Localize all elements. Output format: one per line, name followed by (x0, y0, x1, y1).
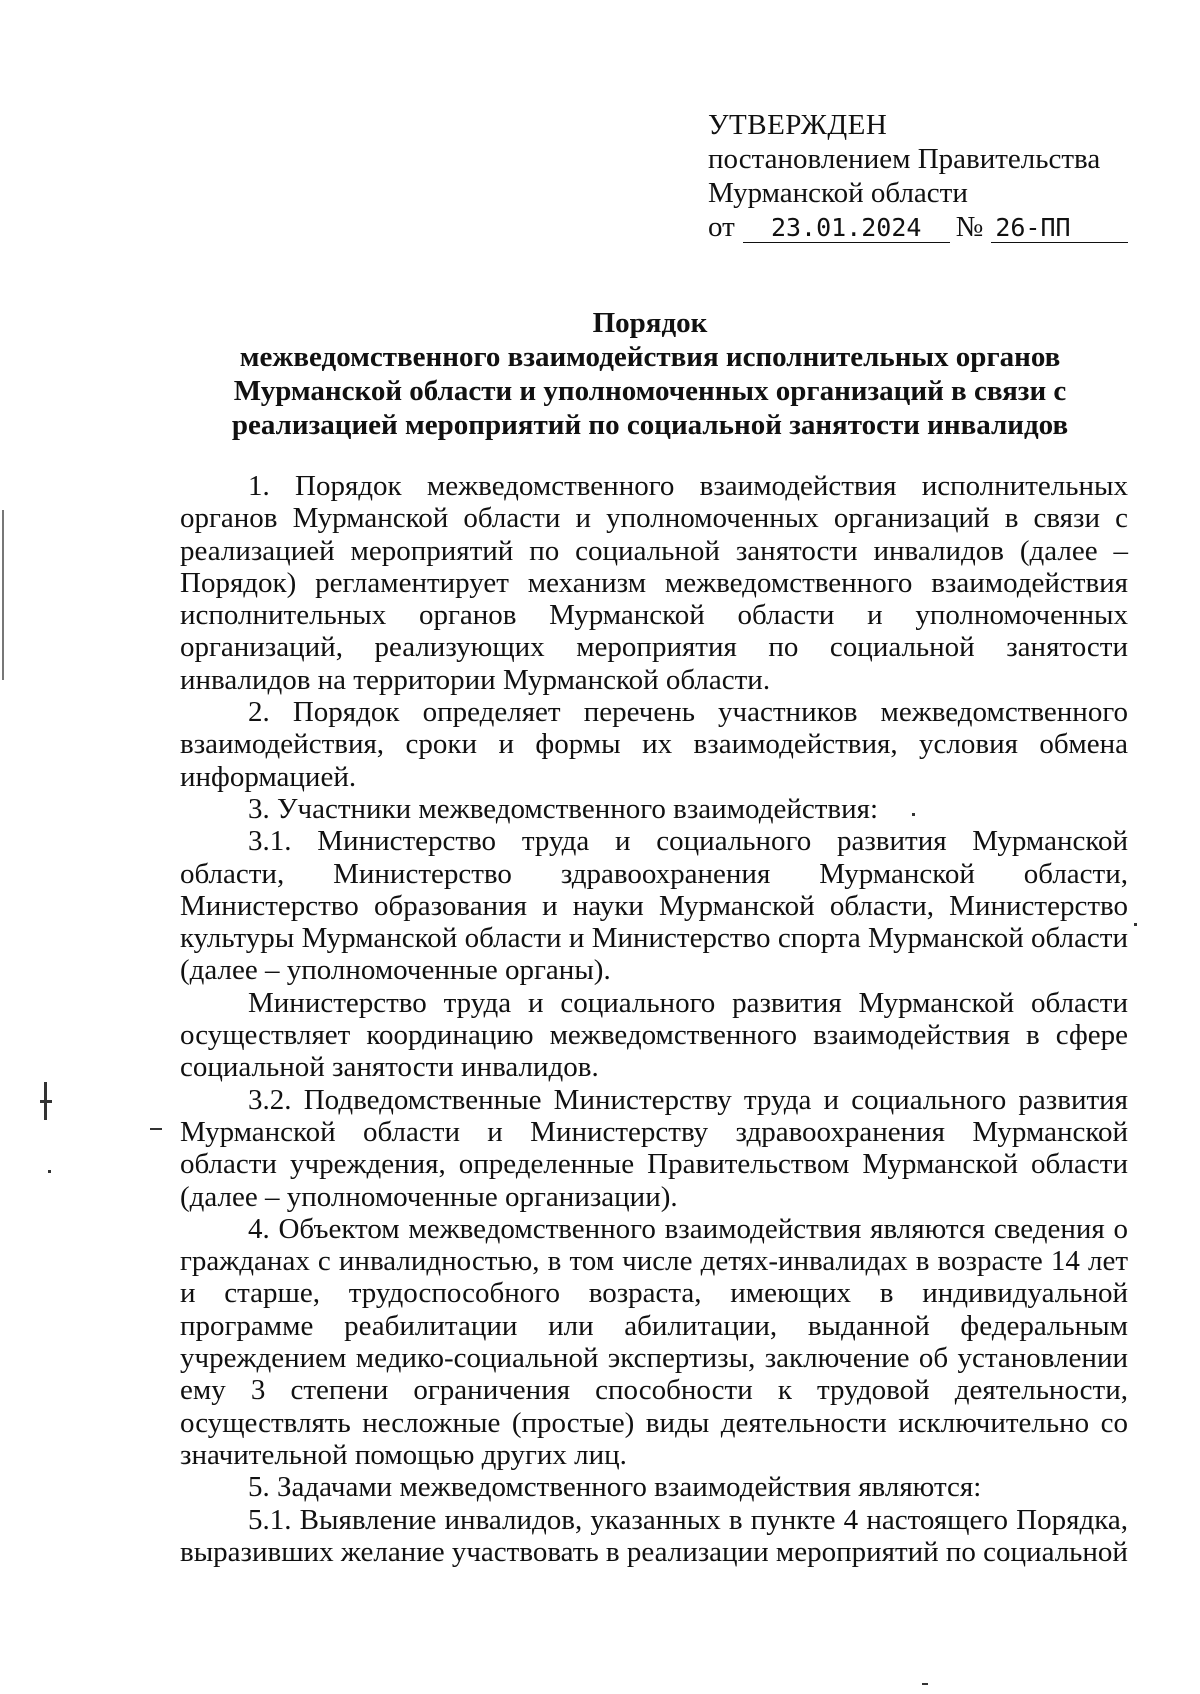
approval-line-1: постановлением Правительства (708, 143, 1101, 175)
approval-heading: УТВЕРЖДЕН (708, 109, 888, 141)
scan-speck (40, 1100, 52, 1103)
approval-date-row (708, 210, 1128, 244)
approval-number: 26-ПП (991, 214, 1128, 243)
paragraph-1: 1. Порядок межведомственного взаимодействия исполнительных органов Мурманской области и уполномоченных организаций в связи с реализацией мероприятий по социальной занятости инвалидов (далее – Порядок) регламентирует механизм межведомственного взаимодействия исполнительных органов Мурманской области и уполномоченных организаций, реализующих мероприятия по социальной занятости инвалидов на территории Мурманской области. (180, 470, 1128, 696)
paragraph-3-2: 3.2. Подведомственные Министерству труда и социального развития Мурманской области и Министерству здравоохранения Мурманской области учреждения, определенные Правительством Мурманской области (далее – уполномоченные организации). (180, 1083, 1128, 1213)
paragraph-3-1: 3.1. Министерство труда и социального развития Мурманской области, Министерство здравоохранения Мурманской области, Министерство образования и науки Мурманской области, Министерство культуры Мурманской области и Министерство спорта Мурманской области (далее – уполномоченные органы). (180, 825, 1128, 987)
date-prefix: от (708, 211, 735, 243)
title-line-3: Мурманской области и уполномоченных организаций в связи с (233, 375, 1067, 407)
paragraph-5-1: 5.1. Выявление инвалидов, указанных в пункте 4 настоящего Порядка, выразивших желание участвовать в реализации мероприятий по социальной (180, 1503, 1128, 1568)
paragraph-3: 3. Участники межведомственного взаимодействия: (248, 792, 879, 825)
scan-speck (912, 813, 915, 816)
title-line-4: реализацией мероприятий по социальной занятости инвалидов (231, 409, 1069, 441)
scan-speck (48, 1170, 51, 1173)
title-line-1: Порядок (592, 307, 708, 339)
approval-date: 23.01.2024 (743, 214, 950, 243)
title-line-2: межведомственного взаимодействия исполнительных органов (239, 341, 1061, 373)
paragraph-4: 4. Объектом межведомственного взаимодействия являются сведения о гражданах с инвалидностью, в том числе детях-инвалидах в возрасте 14 лет и старше, трудоспособного возраста, имеющих в индивидуальной программе реабилитации или абилитации, выданной федеральным учреждением медико-социальной экспертизы, заключение об установлении ему 3 степени ограничения способности к трудовой деятельности, осуществлять несложные (простые) виды деятельности исключительно со значительной помощью других лиц. (180, 1212, 1128, 1471)
document-title (150, 306, 1150, 442)
number-prefix: № (955, 211, 984, 243)
scan-edge-line (2, 510, 4, 680)
scan-speck (922, 1683, 928, 1685)
approval-line-2: Мурманской области (708, 177, 968, 209)
paragraph-5: 5. Задачами межведомственного взаимодействия являются: (248, 1471, 982, 1504)
scan-speck (150, 1128, 162, 1130)
document-body (180, 470, 1128, 1568)
approval-block (708, 108, 1128, 244)
paragraph-3-1-note: Министерство труда и социального развития Мурманской области осуществляет координацию межведомственного взаимодействия в сфере социальной занятости инвалидов. (180, 986, 1128, 1084)
paragraph-2: 2. Порядок определяет перечень участников межведомственного взаимодействия, сроки и формы их взаимодействия, условия обмена информацией. (180, 696, 1128, 793)
scan-speck (1134, 923, 1137, 926)
